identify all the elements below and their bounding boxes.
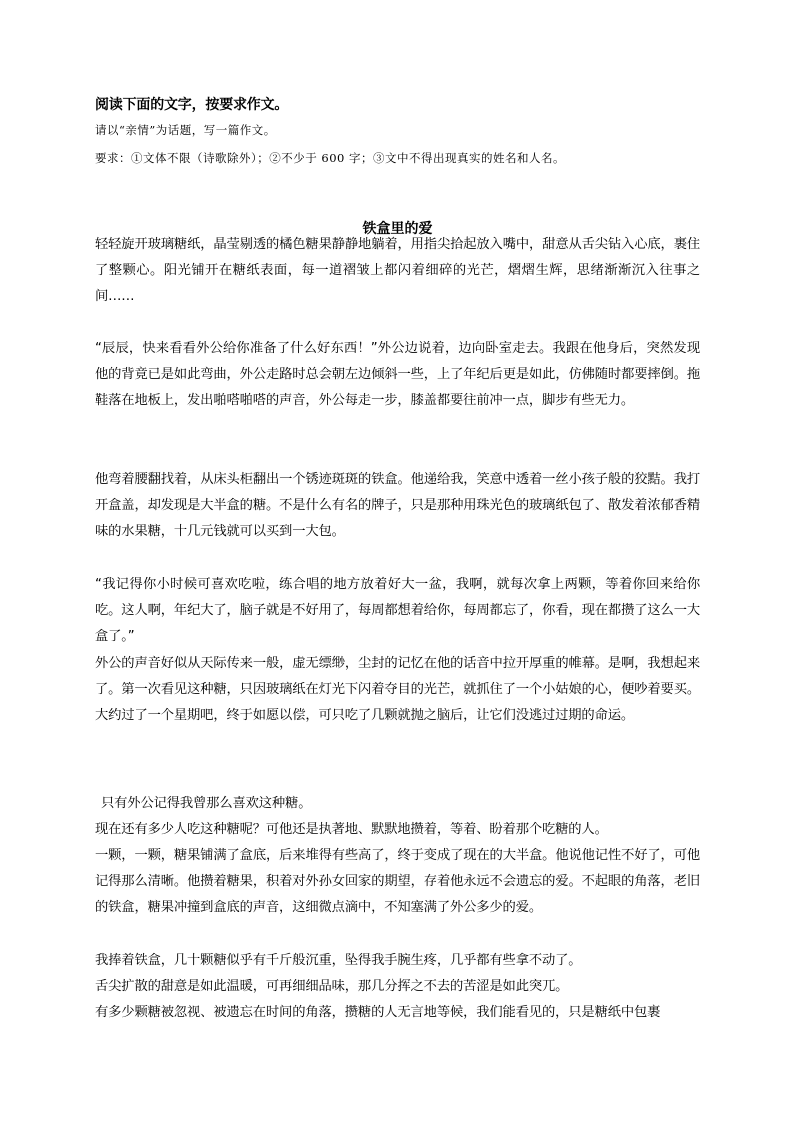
essay-paragraph: “我记得你小时候可喜欢吃啦，练合唱的地方放着好大一盆，我啊，就每次拿上两颗，等着你回来给你吃。这人啊，年纪大了，脑子就是不好用了，每周都想着给你，每周都忘了，你看，现在都攒了这么一大盒了。” [95,577,700,644]
essay-paragraph: 舌尖扩散的甜意是如此温暖，可再细细品味，那几分挥之不去的苦涩是如此突兀。 [95,979,569,994]
essay-paragraph: 外公的声音好似从天际传来一般，虚无缥缈，尘封的记忆在他的话音中拉开厚重的帷幕。是啊，我想起来了。第一次看见这种糖，只因玻璃纸在灯光下闪着夺目的光芒，就抓住了一个小姑娘的心，便吵着要买。大约过了一个星期吧，终于如愿以偿，可只吃了几颗就抛之脑后，让它们没逃过过期的命运。 [95,656,700,723]
essay-paragraph: 只有外公记得我曾那么喜欢这种糖。 [101,796,312,811]
prompt-topic: 请以“亲情”为话题，写一篇作文。 [95,123,276,137]
essay-paragraph: 现在还有多少人吃这种糖呢？可他还是执著地、默默地攒着，等着、盼着那个吃糖的人。 [95,822,608,837]
essay-paragraph: 一颗，一颗，糖果铺满了盒底，后来堆得有些高了，终于变成了现在的大半盒。他说他记性不好了，可他记得那么清晰。他攒着糖果，积着对外孙女回家的期望，存着他永远不会遗忘的爱。不起眼的角落，老旧的铁盒，糖果冲撞到盒底的声音，这细微点滴中，不知塞满了外公多少的爱。 [95,848,700,915]
essay-paragraph: 我捧着铁盒，几十颗糖似乎有千斤般沉重，坠得我手腕生疼，几乎都有些拿不动了。 [95,953,582,968]
prompt-heading: 阅读下面的文字，按要求作文。 [95,97,289,113]
essay-title: 铁盒里的爱 [362,221,433,237]
prompt-requirements: 要求：①文体不限（诗歌除外）；②不少于 600 字；③文中不得出现真实的姓名和人名。 [95,151,566,165]
essay-paragraph: “辰辰，快来看看外公给你准备了什么好东西！”外公边说着，边向卧室走去。我跟在他身后，突然发现他的背竟已是如此弯曲，外公走路时总会朝左边倾斜一些，上了年纪后更是如此，仿佛随时都要摔倒。拖鞋落在地板上，发出啪嗒啪嗒的声音，外公每走一步，膝盖都要往前冲一点，脚步有些无力。 [95,341,700,408]
essay-paragraph: 轻轻旋开玻璃糖纸，晶莹剔透的橘色糖果静静地躺着，用指尖拾起放入嘴中，甜意从舌尖钻入心底，裹住了整颗心。阳光铺开在糖纸表面，每一道褶皱上都闪着细碎的光芒，熠熠生辉，思绪渐渐沉入往事之间…… [95,237,700,304]
essay-paragraph: 有多少颗糖被忽视、被遗忘在时间的角落，攒糖的人无言地等候，我们能看见的，只是糖纸中包裹 [95,1005,661,1020]
essay-paragraph: 他弯着腰翻找着，从床头柜翻出一个锈迹斑斑的铁盒。他递给我，笑意中透着一丝小孩子般的狡黠。我打开盒盖，却发现是大半盒的糖。不是什么有名的牌子，只是那种用珠光色的玻璃纸包了、散发着浓郁香精味的水果糖，十几元钱就可以买到一大包。 [95,472,700,539]
